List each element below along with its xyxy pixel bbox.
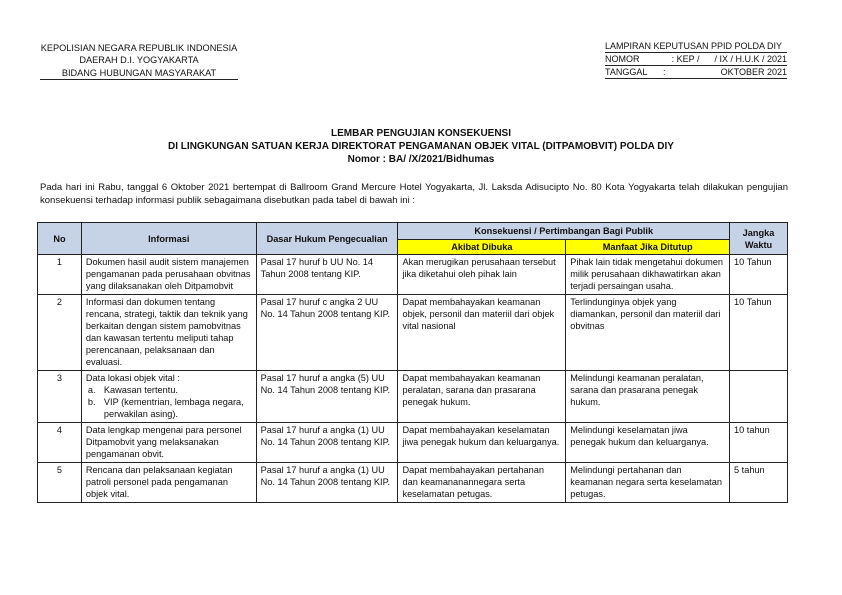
cell-jangka: 10 Tahun (730, 295, 788, 371)
cell-dasar-hukum: Pasal 17 huruf c angka 2 UU No. 14 Tahun 2008 tentang KIP. (256, 295, 398, 371)
cell-akibat: Dapat membahayakan keselamatan jiwa penegak hukum dan keluarganya. (398, 423, 566, 463)
nomor-label: NOMOR (605, 54, 640, 64)
attachment-nomor-row (605, 53, 787, 66)
attachment-tanggal-row (605, 66, 787, 79)
header-dasar-hukum: Dasar Hukum Pengecualian (256, 223, 398, 255)
table-row (38, 423, 788, 463)
nomor-value: : KEP / / IX / H.U.K / 2021 (671, 54, 787, 64)
cell-no: 3 (38, 371, 82, 423)
cell-akibat: Dapat membahayakan pertahanan dan keamananannegara serta keselamatan petugas. (398, 463, 566, 503)
table-row (38, 371, 788, 423)
header-konsekuensi: Konsekuensi / Pertimbangan Bagi Publik (398, 223, 730, 240)
cell-informasi (81, 371, 256, 423)
cell-informasi: Dokumen hasil audit sistem manajemen pengamanan pada perusahaan obvitnas yang dilaksanakan oleh Ditpamobvit (81, 255, 256, 295)
attachment-title: LAMPIRAN KEPUTUSAN PPID POLDA DIY (605, 41, 783, 51)
cell-akibat: Dapat membahayakan keamanan peralatan, sarana dan prasarana penegak hukum. (398, 371, 566, 423)
document-subtitle: DI LINGKUNGAN SATUAN KERJA DIREKTORAT PENGAMANAN OBJEK VITAL (DITPAMOBVIT) POLDA DIY (168, 141, 674, 152)
cell-dasar-hukum: Pasal 17 huruf a angka (1) UU No. 14 Tahun 2008 tentang KIP. (256, 463, 398, 503)
cell-manfaat: Melindungi keselamatan jiwa penegak hukum dan keluarganya. (566, 423, 730, 463)
letterhead-line2: DAERAH D.I. YOGYAKARTA (79, 55, 199, 65)
cell-jangka: 10 Tahun (730, 255, 788, 295)
cell-informasi-intro: Data lokasi objek vital : (85, 373, 180, 383)
letterhead-left (40, 42, 238, 80)
tanggal-label: TANGGAL (605, 67, 648, 77)
header-manfaat-ditutup: Manfaat Jika Ditutup (566, 240, 730, 255)
letterhead-line1: KEPOLISIAN NEGARA REPUBLIK INDONESIA (40, 43, 238, 53)
list-item (87, 396, 252, 420)
cell-manfaat: Melindungi keamanan peralatan, sarana dan prasarana penegak hukum. (566, 371, 730, 423)
list-item (87, 384, 252, 396)
intro-paragraph: Pada hari ini Rabu, tanggal 6 Oktober 2021 bertempat di Ballroom Grand Mercure Hotel Yogyakarta, Jl. Laksda Adisucipto No. 80 Kota Yogyakarta telah dilakukan pengujian konsekuensi terhadap informasi publik sebagaimana disebutkan pada tabel di bawah ini : (40, 182, 788, 206)
table-row (38, 463, 788, 503)
header-jangka-waktu: Jangka Waktu (730, 223, 788, 255)
tanggal-separator: : (663, 67, 666, 77)
list-item-text: VIP (kementrian, lembaga negara, perwakilan asing). (103, 397, 244, 419)
cell-informasi: Data lengkap mengenai para personel Ditpamobvit yang melaksanakan pengamanan obvit. (81, 423, 256, 463)
tanggal-value: OKTOBER 2021 (720, 67, 787, 77)
attachment-header (605, 40, 787, 79)
document-title: LEMBAR PENGUJIAN KONSEKUENSI (330, 128, 512, 139)
consequence-table (37, 222, 788, 503)
cell-manfaat: Melindungi pertahanan dan keamanan negara serta keselamatan petugas. (566, 463, 730, 503)
letterhead-line3: BIDANG HUBUNGAN MASYARAKAT (40, 67, 238, 80)
cell-akibat: Akan merugikan perusahaan tersebut jika diketahui oleh pihak lain (398, 255, 566, 295)
cell-dasar-hukum: Pasal 17 huruf a angka (1) UU No. 14 Tahun 2008 tentang KIP. (256, 423, 398, 463)
cell-manfaat: Terlindunginya objek yang diamankan, personil dan materiil dari obvitnas (566, 295, 730, 371)
cell-no: 2 (38, 295, 82, 371)
cell-no: 4 (38, 423, 82, 463)
document-number: Nomor : BA/ /X/2021/Bidhumas (347, 154, 495, 165)
cell-informasi: Informasi dan dokumen tentang rencana, strategi, taktik dan teknik yang berkaitan dengan sistem pamobvitnas dan kawasan tertentu meliputi tahap perencanaan, pelaksanaan dan evaluasi. (81, 295, 256, 371)
cell-jangka (730, 371, 788, 423)
cell-no: 1 (38, 255, 82, 295)
list-marker: b. (87, 397, 96, 407)
cell-manfaat: Pihak lain tidak mengetahui dokumen milik perusahaan dikhawatirkan akan terjadi persaingan usaha. (566, 255, 730, 295)
location-list (86, 384, 252, 420)
list-item-text: Kawasan tertentu. (103, 385, 178, 395)
header-informasi: Informasi (81, 223, 256, 255)
cell-akibat: Dapat membahayakan keamanan objek, personil dan materiil dari objek vital nasional (398, 295, 566, 371)
table-row (38, 295, 788, 371)
cell-no: 5 (38, 463, 82, 503)
cell-dasar-hukum: Pasal 17 huruf a angka (5) UU No. 14 Tahun 2008 tentang KIP. (256, 371, 398, 423)
cell-informasi: Rencana dan pelaksanaan kegiatan patroli personel pada pengamanan objek vital. (81, 463, 256, 503)
header-akibat-dibuka: Akibat Dibuka (398, 240, 566, 255)
list-marker: a. (87, 385, 96, 395)
cell-jangka: 5 tahun (730, 463, 788, 503)
attachment-title-row (605, 40, 787, 53)
table-row (38, 255, 788, 295)
cell-jangka: 10 tahun (730, 423, 788, 463)
cell-dasar-hukum: Pasal 17 huruf b UU No. 14 Tahun 2008 tentang KIP. (256, 255, 398, 295)
header-no: No (38, 223, 82, 255)
